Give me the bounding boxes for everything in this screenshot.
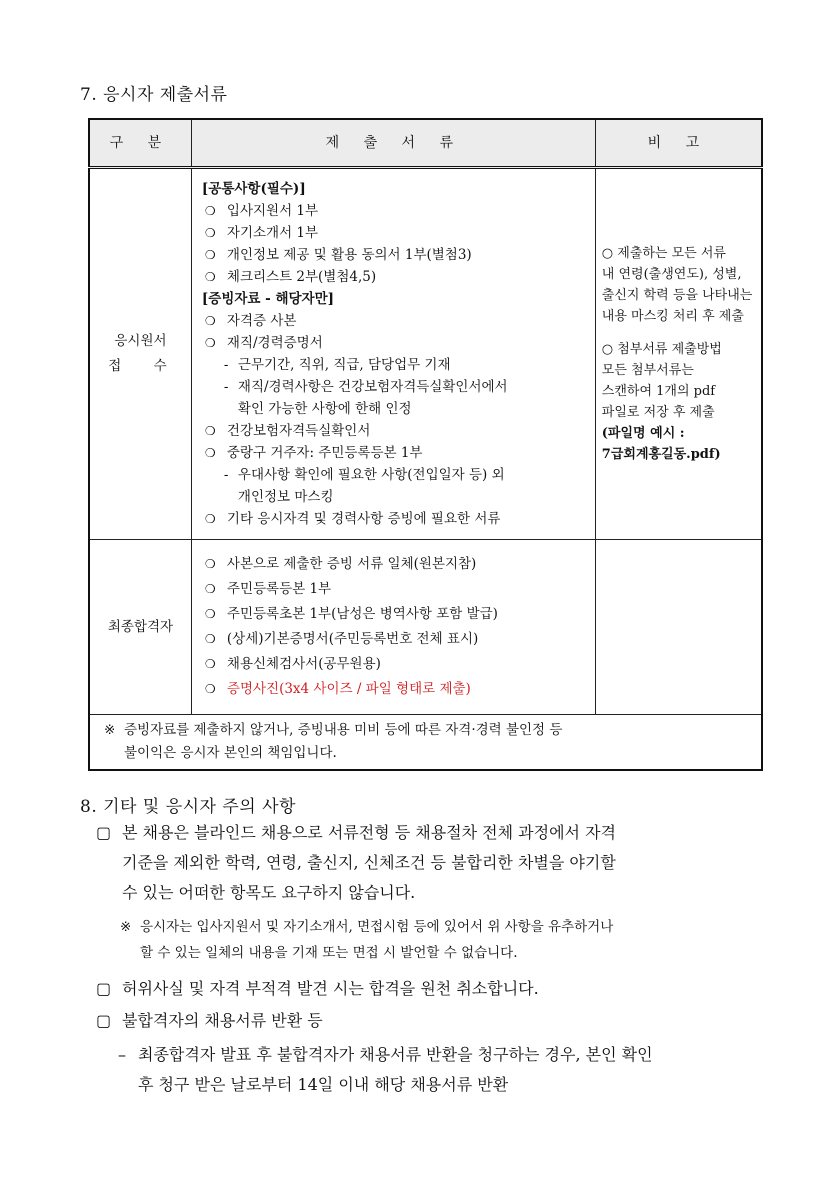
- circle-bullet-icon: ❍: [204, 657, 216, 671]
- section-7-title: 7. 응시자 제출서류: [80, 85, 228, 105]
- circle-bullet-icon: ❍: [204, 557, 216, 571]
- list-item: ❍ 채용신체검사서(공무원용): [202, 652, 587, 677]
- list-item: ❍ 자격증 사본: [202, 310, 587, 332]
- circle-bullet-icon: ❍: [204, 512, 216, 526]
- circle-bullet-icon: ❍: [204, 607, 216, 621]
- dash-icon: –: [118, 1045, 126, 1064]
- applicant-note: ※ 응시자는 입사지원서 및 자기소개서, 면접시험 등에 있어서 위 사항을 유추하거나 할 수 있는 일체의 내용을 기재 또는 면접 시 발언할 수 없습니다.: [120, 914, 780, 966]
- document-return-detail: – 최종합격자 발표 후 불합격자가 채용서류 반환을 청구하는 경우, 본인 확인 후 청구 받은 날로부터 14일 이내 해당 채용서류 반환: [118, 1040, 778, 1100]
- checkbox-square-icon: ▢: [96, 1011, 112, 1030]
- application-documents: [191, 168, 595, 540]
- list-item: ❍ 개인정보 제공 및 활용 동의서 1부(별첨3): [202, 244, 587, 266]
- table-footnote: ※ 증빙자료를 제출하지 않거나, 증빙내용 미비 등에 따른 자격·경력 불인정 등 불이익은 응시자 본인의 책임입니다.: [89, 715, 762, 771]
- final-remarks: [595, 540, 762, 715]
- list-item: ❍ 주민등록등본 1부: [202, 577, 587, 602]
- circle-bullet-icon: ❍: [204, 314, 216, 328]
- category-application-line1: 응시원서: [114, 333, 167, 349]
- list-item: ❍ 주민등록초본 1부(남성은 병역사항 포함 발급): [202, 602, 587, 627]
- reference-mark-icon: ※: [104, 722, 116, 738]
- checkbox-square-icon: ▢: [96, 979, 112, 998]
- list-item: ❍ 체크리스트 2부(별첨4,5): [202, 266, 587, 288]
- circle-bullet-icon: ❍: [204, 270, 216, 284]
- circle-bullet-icon: ❍: [204, 248, 216, 262]
- table-row-footnote: [89, 715, 762, 771]
- list-item: ❍ 입사지원서 1부: [202, 200, 587, 222]
- circle-bullet-icon: ❍: [204, 446, 216, 460]
- circle-bullet-icon: ❍: [204, 204, 216, 218]
- sub-item: - 우대사항 확인에 필요한 사항(전입일자 등) 외: [223, 467, 505, 483]
- photo-requirement: 증명사진(3x4 사이즈 / 파일 형태로 제출): [226, 681, 471, 697]
- category-application-line2: 접 수: [108, 358, 181, 374]
- common-header: [공통사항(필수)]: [201, 181, 306, 197]
- category-final: 최종합격자: [89, 540, 191, 715]
- list-item: ❍ 중랑구 거주자: 주민등록등본 1부: [202, 442, 587, 464]
- reference-mark-icon: ※: [120, 919, 132, 935]
- submission-documents-table: [88, 118, 763, 771]
- table-row-application: [89, 168, 762, 540]
- document-return-paragraph: ▢ 불합격자의 채용서류 반환 등: [96, 1006, 776, 1036]
- table-row-final: [89, 540, 762, 715]
- masking-note: ○ 제출하는 모든 서류 내 연령(출생연도), 성별, 출신지 학력 등을 나타내는 내용 마스킹 처리 후 제출: [601, 246, 753, 324]
- circle-bullet-icon: ❍: [204, 582, 216, 596]
- blind-hiring-paragraph: ▢ 본 채용은 블라인드 채용으로 서류전형 등 채용절차 전체 과정에서 자격 기준을 제외한 학력, 연령, 출신지, 신체조건 등 불합리한 차별을 야기할 수 있는 어떠한 항목도 요구하지 않습니다.: [96, 818, 776, 908]
- filename-example: (파일명 예시 :: [601, 426, 685, 441]
- sub-item-continuation: 개인정보 마스킹: [237, 489, 334, 505]
- circle-bullet-icon: ❍: [204, 632, 216, 646]
- circle-bullet-icon: ❍: [204, 682, 216, 696]
- list-item-photo: [202, 677, 587, 702]
- list-item: ❍ 재직/경력증명서: [202, 332, 587, 354]
- circle-bullet-icon: ❍: [204, 424, 216, 438]
- sub-item: - 근무기간, 직위, 직급, 담당업무 기재: [223, 357, 451, 373]
- list-item: ❍ 기타 응시자격 및 경력사항 증빙에 필요한 서류: [202, 508, 587, 530]
- checkbox-square-icon: ▢: [96, 823, 112, 842]
- list-item: ❍ 건강보험자격득실확인서: [202, 420, 587, 442]
- filename-example-value: 7급회계홍길동.pdf): [601, 447, 721, 462]
- sub-item-continuation: 확인 가능한 사항에 한해 인정: [237, 401, 412, 417]
- header-category: 구 분: [89, 119, 191, 168]
- list-item: ❍ 자기소개서 1부: [202, 222, 587, 244]
- evidence-header: [증빙자료 - 해당자만]: [201, 291, 335, 307]
- section-8-title: 8. 기타 및 응시자 주의 사항: [80, 797, 296, 817]
- application-remarks: [595, 168, 762, 540]
- category-application: [89, 168, 191, 540]
- false-info-paragraph: ▢ 허위사실 및 자격 부적격 발견 시는 합격을 원천 취소합니다.: [96, 974, 776, 1004]
- header-documents: 제 출 서 류: [191, 119, 595, 168]
- circle-bullet-icon: ❍: [204, 336, 216, 350]
- final-documents: [191, 540, 595, 715]
- list-item: ❍ 사본으로 제출한 증빙 서류 일체(원본지참): [202, 552, 587, 577]
- circle-bullet-icon: ❍: [204, 226, 216, 240]
- sub-item: - 재직/경력사항은 건강보험자격득실확인서에서: [223, 379, 508, 395]
- list-item: ❍ (상세)기본증명서(주민등록번호 전체 표시): [202, 627, 587, 652]
- header-remarks: 비 고: [595, 119, 762, 168]
- table-header-row: [89, 119, 762, 168]
- submission-method-note: ○ 첨부서류 제출방법 모든 첨부서류는 스캔하여 1개의 pdf 파일로 저장 후 제출 (파일명 예시 : 7급회계홍길동.pdf): [602, 339, 755, 465]
